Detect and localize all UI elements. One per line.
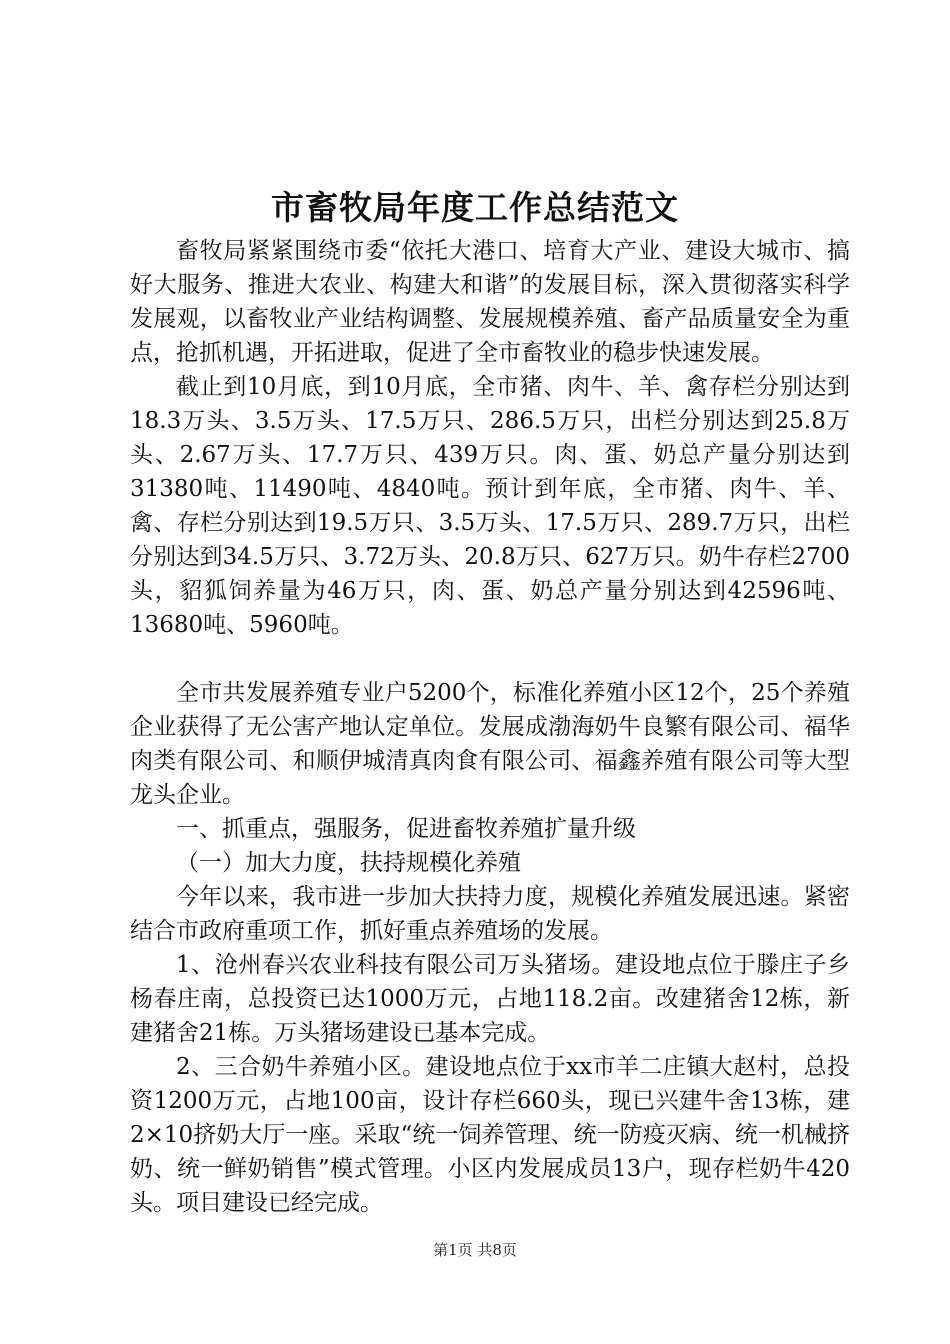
subsection-heading-1: （一）加大力度，扶持规模化养殖 — [176, 850, 521, 876]
paragraph-pig-farm: 1、沧州春兴农业科技有限公司万头猪场。建设地点位于滕庄子乡杨春庄南，总投资已达1000万元，占地118.2亩。改建猪舍12栋，新建猪舍21栋。万头猪场建设已基本完成。 — [130, 952, 850, 1046]
paragraph-enterprises: 全市共发展养殖专业户5200个，标准化养殖小区12个，25个养殖企业获得了无公害产地认定单位。发展成渤海奶牛良繁有限公司、福华肉类有限公司、和顺伊城清真肉食有限公司、福鑫养殖有限公司等大型龙头企业。 — [130, 680, 850, 808]
paragraph-spacer — [130, 642, 850, 676]
paragraph-dairy-community: 2、三合奶牛养殖小区。建设地点位于xx市羊二庄镇大赵村，总投资1200万元，占地100亩，设计存栏660头，现已兴建牛舍13栋，建2×10挤奶大厅一座。采取“统一饲养管理、统一防疫灭病、统一机械挤奶、统一鲜奶销售”模式管理。小区内发展成员13户，现存栏奶牛420头。项目建设已经完成。 — [130, 1054, 850, 1216]
page-footer: 第1页 共8页 — [433, 1241, 517, 1259]
paragraph-scale-farming: 今年以来，我市进一步加大扶持力度，规模化养殖发展迅速。紧密结合市政府重项工作，抓好重点养殖场的发展。 — [130, 884, 850, 944]
document-title: 市畜牧局年度工作总结范文 — [271, 188, 679, 227]
section-heading-1: 一、抓重点，强服务，促进畜牧养殖扩量升级 — [176, 816, 636, 842]
paragraph-statistics: 截止到10月底，到10月底，全市猪、肉牛、羊、禽存栏分别达到18.3万头、3.5万头、17.5万只、286.5万只，出栏分别达到25.8万头、2.67万头、17.7万只、439万只。肉、蛋、奶总产量分别达到31380吨、11490吨、4840吨。预计到年底，全市猪、肉牛、羊、禽、存栏分别达到19.5万只、3.5万头、17.5万只、289.7万只，出栏分别达到34.5万只、3.72万头、20.8万只、627万只。奶牛存栏2700头，貂狐饲养量为46万只，肉、蛋、奶总产量分别达到42596吨、13680吨、5960吨。 — [130, 374, 850, 638]
paragraph-intro: 畜牧局紧紧围绕市委“依托大港口、培育大产业、建设大城市、搞好大服务、推进大农业、构建大和谐”的发展目标，深入贯彻落实科学发展观，以畜牧业产业结构调整、发展规模养殖、畜产品质量安全为重点，抢抓机遇，开拓进取，促进了全市畜牧业的稳步快速发展。 — [130, 238, 850, 366]
document-body — [130, 234, 850, 1220]
